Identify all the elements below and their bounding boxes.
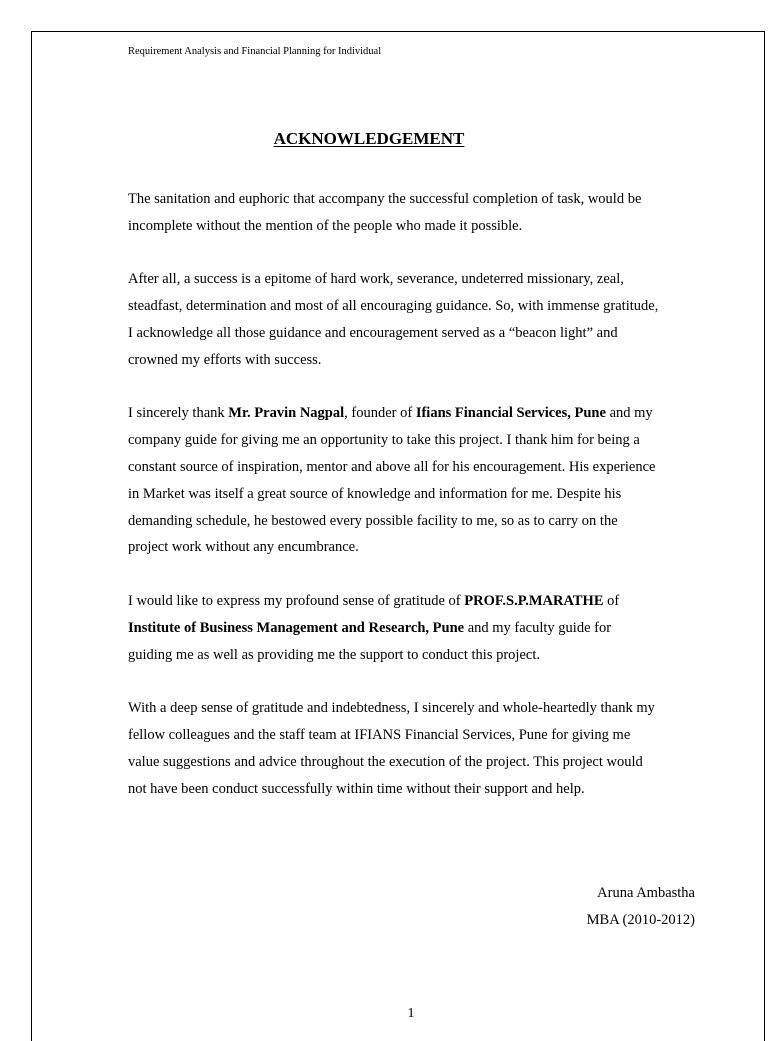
text-line: After all, a success is a epitome of hard work, severance, undeterred missionary, zeal,	[128, 271, 624, 288]
text-line: not have been conduct successfully within time without their support and help.	[128, 780, 585, 797]
paragraph-3	[128, 400, 700, 561]
text-line	[128, 400, 700, 427]
paragraph-1	[128, 186, 700, 240]
text-line: The sanitation and euphoric that accompany the successful completion of task, would be	[128, 191, 642, 207]
author-name: Aruna Ambastha	[597, 885, 695, 901]
text-line: fellow colleagues and the staff team at IFIANS Financial Services, Pune for giving me	[128, 726, 631, 743]
person-name: Mr. Pravin Nagpal	[228, 405, 345, 422]
signature-block	[587, 880, 695, 934]
person-name: PROF.S.P.MARATHE	[464, 592, 604, 609]
author-program: MBA (2010-2012)	[586, 911, 695, 928]
text-line: demanding schedule, he bestowed every possible facility to me, so as to carry on the	[128, 512, 618, 529]
text-line: in Market was itself a great source of knowledge and information for me. Despite his	[128, 485, 622, 502]
text-line: guiding me as well as providing me the support to conduct this project.	[128, 646, 540, 663]
document-body	[128, 186, 700, 829]
text-line: project work without any encumbrance.	[128, 539, 359, 556]
running-header: Requirement Analysis and Financial Planning for Individual	[128, 46, 382, 57]
paragraph-4	[128, 588, 700, 668]
text-line: company guide for giving me an opportunity to take this project. I thank him for being a	[128, 432, 640, 449]
text-run: I would like to express my profound sense of gratitude of	[128, 592, 465, 609]
text-line: steadfast, determination and most of all encouraging guidance. So, with immense gratitude,	[128, 298, 659, 315]
text-line: constant source of inspiration, mentor and above all for his encouragement. His experience	[128, 458, 656, 475]
text-line: incomplete without the mention of the people who made it possible.	[128, 217, 523, 234]
text-line: I acknowledge all those guidance and encouragement served as a “beacon light” and	[128, 324, 618, 341]
organization-name: Institute of Business Management and Research, Pune	[128, 619, 465, 636]
organization-name: Ifians Financial Services, Pune	[415, 405, 606, 422]
page-title: ACKNOWLEDGEMENT	[273, 129, 465, 148]
text-line: value suggestions and advice throughout the execution of the project. This project would	[128, 753, 643, 770]
text-line	[128, 615, 700, 642]
text-run: of	[603, 592, 620, 609]
text-run: and my	[605, 405, 653, 422]
text-line: With a deep sense of gratitude and indebtedness, I sincerely and whole-heartedly thank my	[128, 700, 655, 717]
paragraph-2	[128, 266, 700, 373]
text-line: crowned my efforts with success.	[128, 351, 322, 368]
text-line	[128, 588, 700, 615]
text-run: I sincerely thank	[128, 405, 229, 422]
paragraph-5	[128, 695, 700, 802]
page-number: 1	[407, 1006, 415, 1021]
text-run: and my faculty guide for	[464, 619, 612, 636]
text-run: , founder of	[344, 405, 416, 422]
